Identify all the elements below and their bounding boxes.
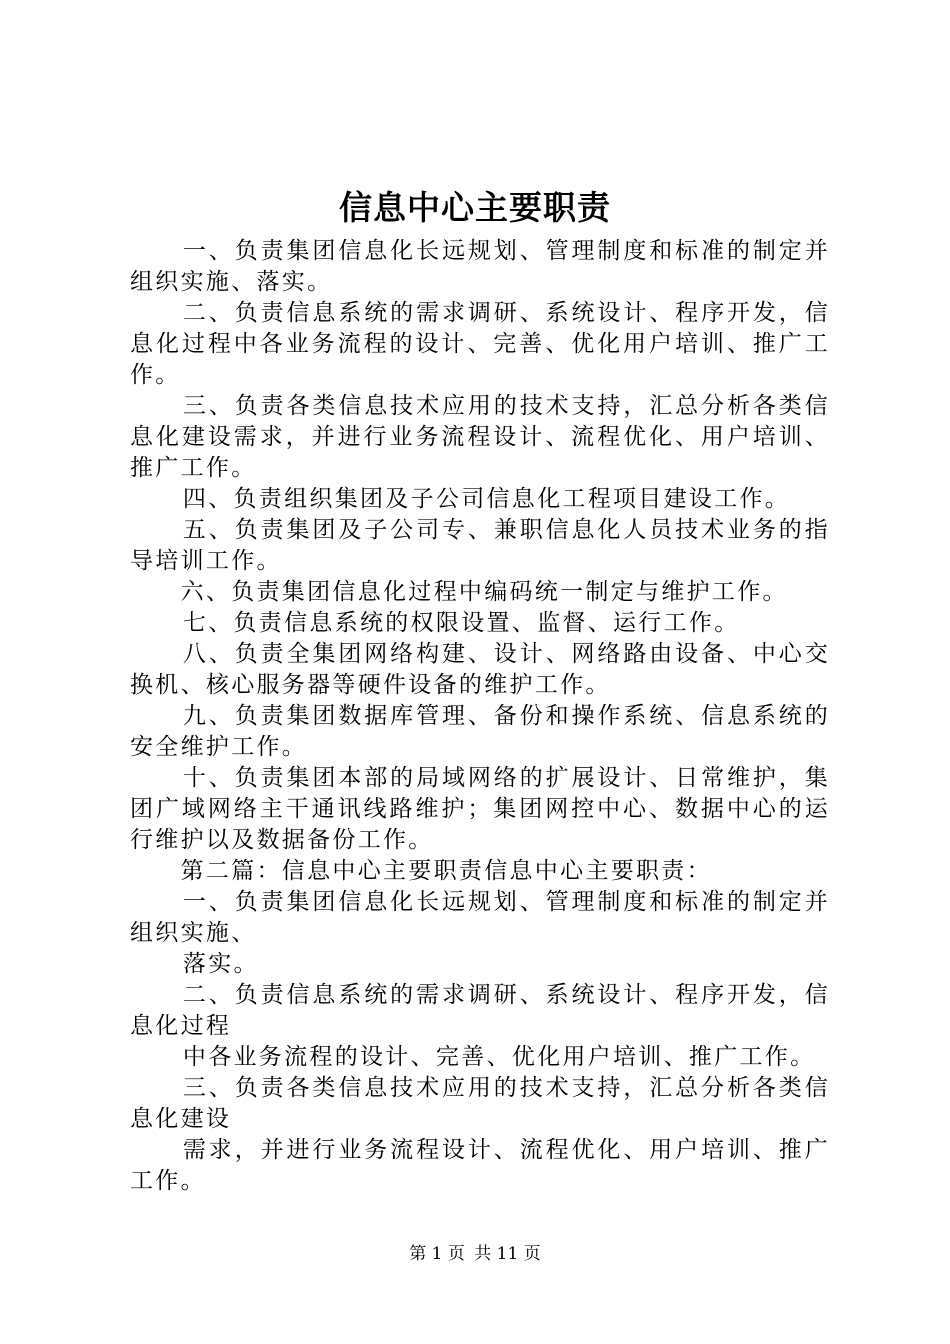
paragraph-16: 需求，并进行业务流程设计、流程优化、用户培训、推广工作。 <box>130 1137 830 1194</box>
paragraph-2: 二、负责信息系统的需求调研、系统设计、程序开发，信息化过程中各业务流程的设计、完善、优化用户培训、推广工作。 <box>130 300 830 388</box>
paragraph-6: 六、负责集团信息化过程中编码统一制定与维护工作。 <box>180 579 788 605</box>
paragraph-1: 一、负责集团信息化长远规划、管理制度和标准的制定并组织实施、落实。 <box>130 238 830 295</box>
paragraph-10: 十、负责集团本部的局域网络的扩展设计、日常维护，集团广域网络主干通讯线路维护；集团网控中心、数据中心的运行维护以及数据备份工作。 <box>130 765 830 853</box>
paragraph-12: 落实。 <box>182 951 259 977</box>
document-body <box>130 236 830 1197</box>
paragraph-13: 二、负责信息系统的需求调研、系统设计、程序开发，信息化过程 <box>130 982 830 1039</box>
paragraph-4: 四、负责组织集团及子公司信息化工程项目建设工作。 <box>182 486 791 512</box>
paragraph-8: 八、负责全集团网络构建、设计、网络路由设备、中心交换机、核心服务器等硬件设备的维护工作。 <box>130 641 830 698</box>
paragraph-14: 中各业务流程的设计、完善、优化用户培训、推广工作。 <box>182 1044 816 1070</box>
paragraph-5: 五、负责集团及子公司专、兼职信息化人员技术业务的指导培训工作。 <box>130 517 830 574</box>
page-number: 第 1 页 <box>409 1244 465 1264</box>
paragraph-11: 一、负责集团信息化长远规划、管理制度和标准的制定并组织实施、 <box>130 889 830 946</box>
paragraph-3: 三、负责各类信息技术应用的技术支持，汇总分析各类信息化建设需求，并进行业务流程设计、流程优化、用户培训、推广工作。 <box>130 393 830 481</box>
paragraph-7: 七、负责信息系统的权限设置、监督、运行工作。 <box>182 610 740 636</box>
page-total: 共 11 页 <box>474 1244 541 1264</box>
document-title: 信息中心主要职责 <box>339 188 611 227</box>
paragraph-9: 九、负责集团数据库管理、备份和操作系统、信息系统的安全维护工作。 <box>130 703 830 760</box>
second-article-heading: 第二篇：信息中心主要职责信息中心主要职责： <box>180 858 712 884</box>
paragraph-15: 三、负责各类信息技术应用的技术支持，汇总分析各类信息化建设 <box>130 1075 830 1132</box>
page-footer <box>0 1242 950 1266</box>
